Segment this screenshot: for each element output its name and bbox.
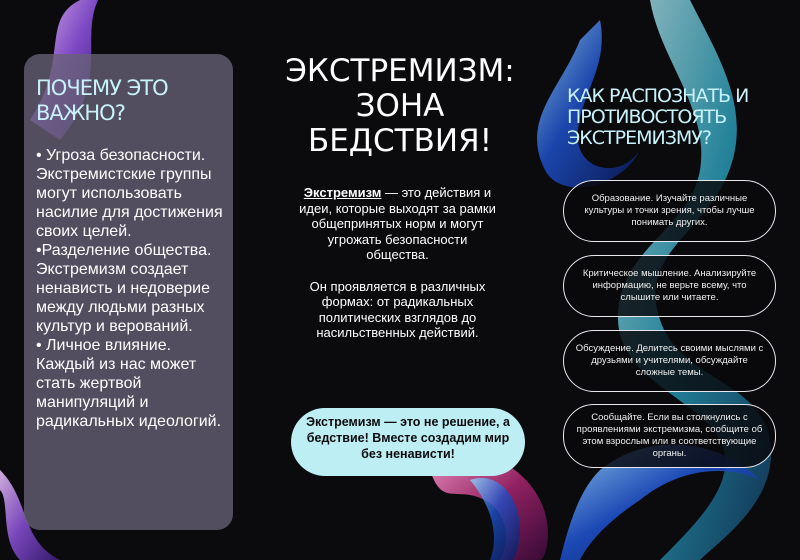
definition-text: — это действия и идеи, которые выходят за рамки общепринятых норм и могут угрожать безопасности общества. — [299, 185, 496, 262]
definition-term: Экстремизм — [303, 185, 382, 200]
left-panel-body — [36, 146, 223, 431]
left-panel-title: ПОЧЕМУ ЭТО ВАЖНО? — [36, 76, 168, 125]
right-column-title: КАК РАСПОЗНАТЬ И ПРОТИВОСТОЯТЬ ЭКСТРЕМИЗМУ? — [567, 85, 749, 149]
forms-paragraph: Он проявляется в различных формах: от радикальных политических взглядов до насильственных действий. — [309, 278, 486, 340]
tip-critical-thinking-text: Критическое мышление. Анализируйте информацию, не верьте всему, что слышите или читаете. — [582, 268, 757, 303]
tip-report — [563, 404, 776, 468]
page-title: ЭКСТРЕМИЗМ: ЗОНА БЕДСТВИЯ! — [285, 53, 515, 159]
point-personal: • Личное влияние. Каждый из нас может стать жертвой манипуляций и радикальных идеологий. — [36, 337, 222, 430]
point-division: •Разделение общества. Экстремизм создает ненависть и недоверие между людьми разных культур и верований. — [36, 242, 212, 335]
tip-critical-thinking — [563, 255, 776, 317]
tip-education-text: Образование. Изучайте различные культуры и точки зрения, чтобы лучше понимать других. — [584, 193, 755, 228]
tip-discussion — [563, 330, 776, 392]
tip-report-text: Сообщайте. Если вы столкнулись с проявлениями экстремизма, сообщите об этом взрослым или в соответствующие органы. — [576, 412, 763, 459]
tip-education — [563, 180, 776, 242]
definition-block — [295, 185, 500, 357]
tip-discussion-text: Обсуждение. Делитесь своими мыслями с друзьями и учителями, обсуждайте сложные темы. — [575, 343, 764, 378]
definition-paragraph — [295, 185, 500, 263]
slogan-banner: Экстремизм — это не решение, а бедствие! Вместе создадим мир без ненависти! — [291, 408, 525, 476]
left-info-panel — [24, 54, 233, 530]
point-security: • Угроза безопасности. Экстремистские группы могут использовать насилие для достижения своих целей. — [36, 147, 223, 240]
